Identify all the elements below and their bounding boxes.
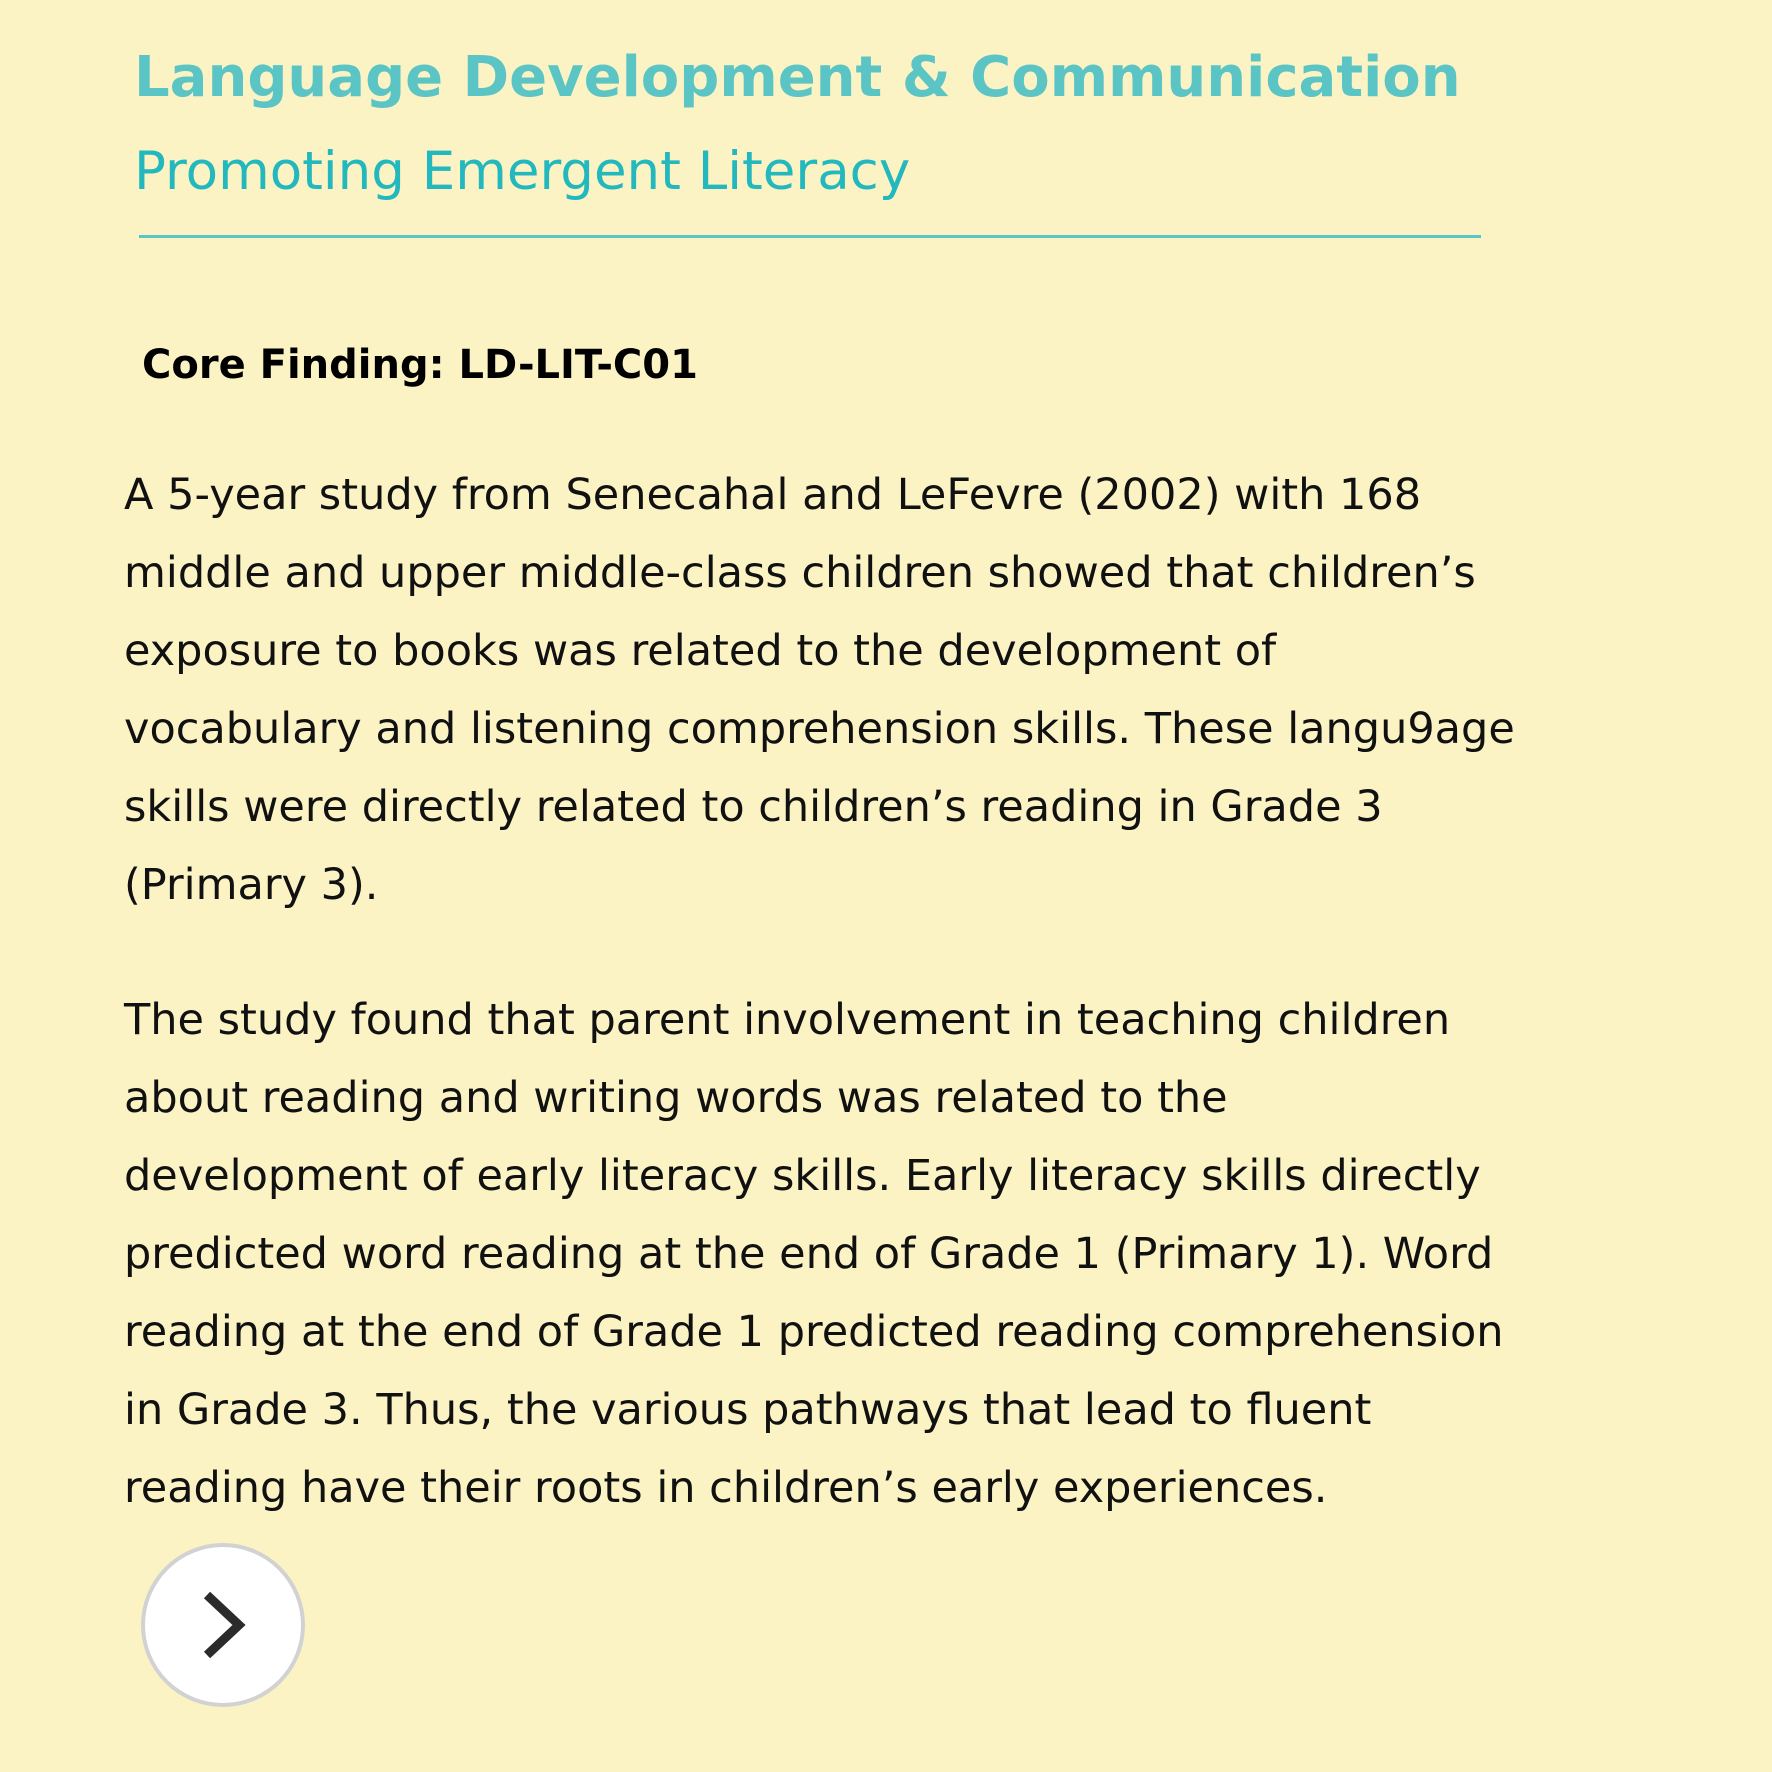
- paragraph-line: development of early literacy skills. Early literacy skills directly: [124, 1151, 1481, 1201]
- paragraph-line: vocabulary and listening comprehension skills. These langu9age: [124, 704, 1515, 754]
- paragraph-line: middle and upper middle-class children showed that children’s: [124, 548, 1476, 598]
- page-subtitle: Promoting Emergent Literacy: [134, 141, 911, 202]
- finding-paragraph-2: [124, 981, 1764, 1527]
- next-button[interactable]: [141, 1543, 305, 1707]
- paragraph-line: in Grade 3. Thus, the various pathways that lead to fluent: [124, 1385, 1372, 1435]
- paragraph-line: (Primary 3).: [124, 860, 379, 910]
- page-title: Language Development & Communication: [134, 45, 1461, 110]
- header-divider: [139, 235, 1481, 238]
- finding-paragraph-1: [124, 456, 1764, 924]
- chevron-right-icon: [193, 1587, 253, 1663]
- paragraph-line: about reading and writing words was related to the: [124, 1073, 1228, 1123]
- paragraph-line: reading at the end of Grade 1 predicted reading comprehension: [124, 1307, 1504, 1357]
- core-finding-label: Core Finding: LD-LIT-C01: [142, 342, 698, 388]
- paragraph-line: exposure to books was related to the development of: [124, 626, 1277, 676]
- paragraph-line: reading have their roots in children’s early experiences.: [124, 1463, 1328, 1513]
- paragraph-line: A 5-year study from Senecahal and LeFevre (2002) with 168: [124, 470, 1422, 520]
- paragraph-line: skills were directly related to children’s reading in Grade 3: [124, 782, 1383, 832]
- paragraph-line: predicted word reading at the end of Grade 1 (Primary 1). Word: [124, 1229, 1494, 1279]
- paragraph-line: The study found that parent involvement in teaching children: [124, 995, 1451, 1045]
